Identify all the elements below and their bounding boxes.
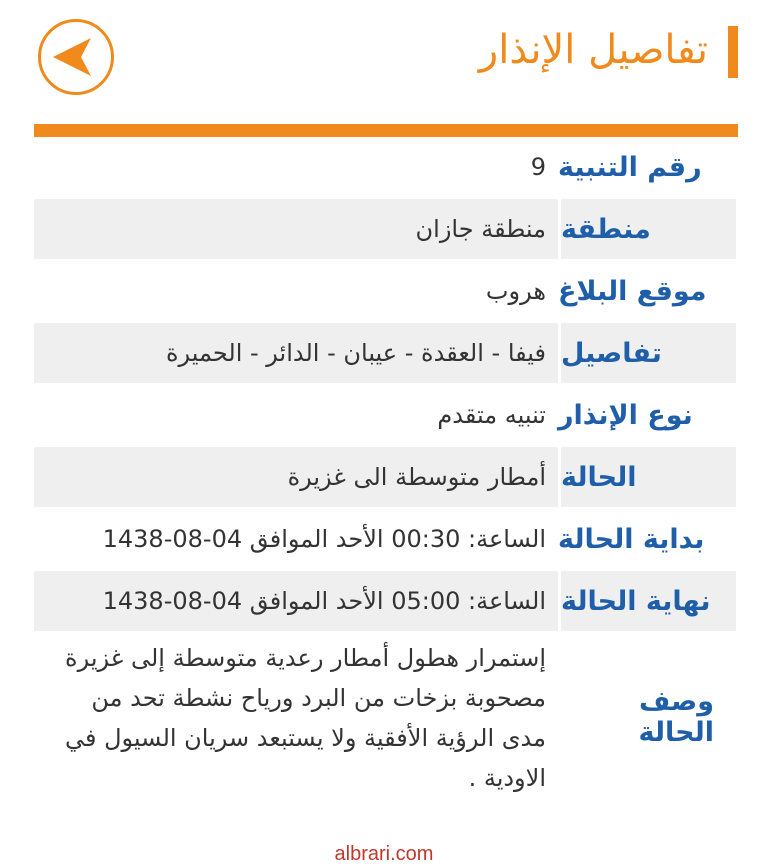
alert-details-table: [34, 137, 736, 801]
detail-row-details: [34, 323, 736, 383]
detail-label: وصف الحالة: [638, 686, 714, 748]
app-header: [0, 0, 768, 120]
detail-row-report-location: [34, 261, 736, 321]
detail-value: الساعة: 00:30 الأحد الموافق 04-08-1438: [102, 525, 546, 553]
watermark-text: albrari.com: [334, 843, 434, 865]
page-title: تفاصيل الإنذار: [478, 27, 708, 73]
detail-value: الساعة: 05:00 الأحد الموافق 04-08-1438: [102, 587, 546, 615]
detail-row-status-description: [34, 633, 736, 801]
detail-value: منطقة جازان: [415, 215, 546, 243]
detail-row-status-end: [34, 571, 736, 631]
detail-row-alert-type: [34, 385, 736, 445]
detail-row-status-start: [34, 509, 736, 569]
detail-label: نهاية الحالة: [558, 571, 736, 631]
detail-value: إستمرار هطول أمطار رعدية متوسطة إلى غزيرة مصحوبة بزخات من البرد ورياح نشطة تحد من مدى الرؤية الأفقية ولا يستبعد سريان السيول في الاودية .: [64, 644, 546, 792]
back-arrow-icon: [41, 22, 111, 92]
detail-value: تنبيه متقدم: [437, 401, 546, 429]
detail-value: هروب: [485, 277, 546, 305]
detail-label: نوع الإنذار: [558, 399, 693, 431]
detail-label: بداية الحالة: [558, 523, 705, 555]
header-divider: [34, 124, 738, 137]
detail-label: رقم التنبية: [558, 151, 702, 183]
detail-row-status: [34, 447, 736, 507]
detail-label: تفاصيل: [558, 323, 736, 383]
detail-value: فيفا - العقدة - عيبان - الدائر - الحميرة: [165, 339, 546, 367]
detail-label: الحالة: [558, 447, 736, 507]
back-button[interactable]: [38, 19, 114, 95]
detail-value: 9: [530, 153, 546, 181]
detail-label: منطقة: [558, 199, 736, 259]
detail-row-alert-number: [34, 137, 736, 197]
detail-value: أمطار متوسطة الى غزيرة: [287, 463, 546, 491]
detail-label: موقع البلاغ: [558, 275, 707, 307]
detail-row-region: [34, 199, 736, 259]
title-accent-bar: [728, 26, 738, 78]
